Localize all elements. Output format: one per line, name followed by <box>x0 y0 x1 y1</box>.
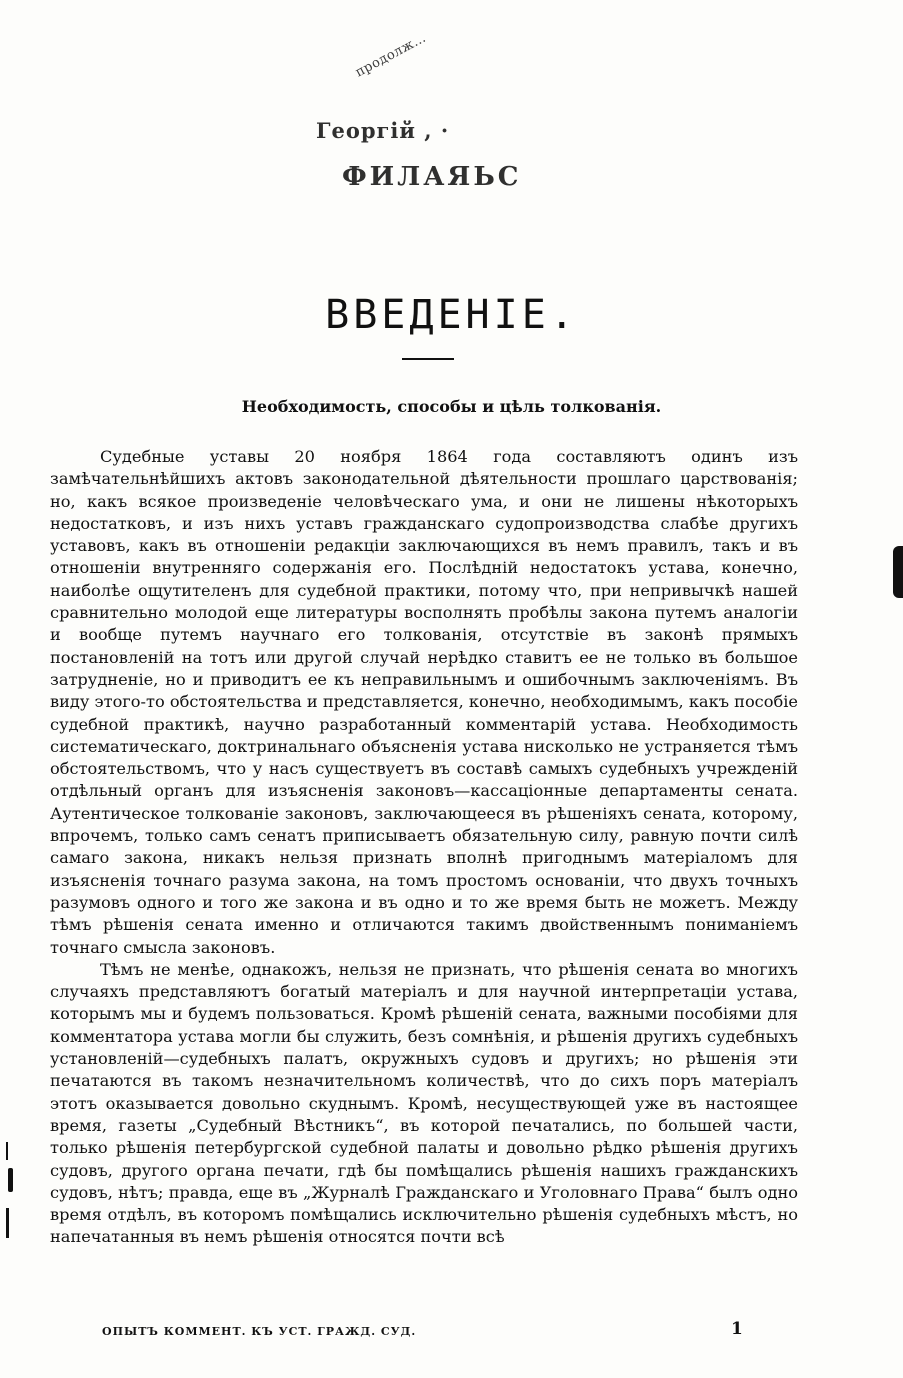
paragraph-1: Судебные уставы 20 ноября 1864 года составляютъ одинъ изъ замѣчательнѣйшихъ актовъ законодательной дѣятельности прошлаго царствованія; но, какъ всякое произведеніе человѣческаго ума, и они не лишены нѣкоторыхъ недостатковъ, и изъ нихъ уставъ гражданскаго судопроизводства слабѣе другихъ уставовъ, какъ въ отношеніи редакціи заключающихся въ немъ правилъ, такъ и въ отношеніи внутренняго содержанія его. Послѣдній недостатокъ устава, конечно, наиболѣе ощутителенъ для судебной практики, потому что, при непривычкѣ нашей сравнительно молодой еще литературы восполнять пробѣлы закона путемъ аналогіи и вообще путемъ научнаго его толкованія, отсутствіе въ законѣ прямыхъ постановленій на тотъ или другой случай нерѣдко ставитъ ее не только въ большое затрудненіе, но и приводитъ ее къ неправильнымъ и ошибочнымъ заключеніямъ. Въ виду этого-то обстоятельства и представляется, конечно, необходимымъ, какъ пособіе судебной практикѣ, научно разработанный комментарій устава. Необходимость систематическаго, доктринальнаго объясненія устава нисколько не устраняется тѣмъ обстоятельствомъ, что у насъ существуетъ въ составѣ самыхъ судебныхъ учрежденій отдѣльный органъ для изъясненія законовъ—кассаціонные департаменты сената. Аутентическое толкованіе законовъ, заключающееся въ рѣшеніяхъ сената, которому, впрочемъ, только самъ сенатъ приписываетъ обязательную силу, равную почти силѣ самаго закона, никакъ нельзя признать вполнѣ пригоднымъ матеріаломъ для изъясненія точнаго разума закона, на томъ простомъ основаніи, что двухъ точныхъ разумовъ одного и того же закона и въ одно и то же время быть не можетъ. Между тѣмъ рѣшенія сената именно и отличаются такимъ двойственнымъ пониманіемъ точнаго смысла законовъ. <box>50 447 798 957</box>
body-text <box>50 446 798 1249</box>
title-divider <box>402 358 454 360</box>
scan-edge-mark-right <box>893 546 903 598</box>
chapter-title: ВВЕДЕНІЕ. <box>325 292 578 338</box>
paragraph-2: Тѣмъ не менѣе, однакожъ, нельзя не признать, что рѣшенія сената во многихъ случаяхъ представляютъ богатый матеріалъ и для научной интерпретаціи устава, которымъ мы и будемъ пользоваться. Кромѣ рѣшеній сената, важными пособіями для комментатора устава могли бы служить, безъ сомнѣнія, и рѣшенія другихъ судебныхъ установленій—судебныхъ палатъ, окружныхъ судовъ и другихъ; но рѣшенія эти печатаются въ такомъ незначительномъ количествѣ, что до сихъ поръ матеріалъ этотъ оказывается довольно скуднымъ. Кромѣ, несуществующей уже въ настоящее время, газеты „Судебный Вѣстникъ“, въ которой печатались, по большей части, только рѣшенія петербургской судебной палаты и довольно рѣдко рѣшенія другихъ судовъ, другого органа печати, гдѣ бы помѣщались рѣшенія нашихъ гражданскихъ судовъ, нѣтъ; правда, еще въ „Журналѣ Гражданскаго и Уголовнаго Права“ былъ одно время отдѣлъ, въ которомъ помѣщались исключительно рѣшенія судебныхъ мѣстъ, но напечатанныя въ немъ рѣшенія относятся почти всѣ <box>50 959 798 1247</box>
stamp-text-top: продолж… <box>353 30 429 81</box>
stamp-text-name: Георгій , · <box>316 118 450 143</box>
section-subtitle: Необходимость, способы и цѣль толкованія. <box>241 397 662 416</box>
signature-mark: 1 <box>731 1319 743 1339</box>
running-footer: ОПЫТЪ КОММЕНТ. КЪ УСТ. ГРАЖД. СУД. <box>102 1325 417 1338</box>
scan-edge-mark-left <box>6 1208 9 1238</box>
scan-edge-mark-left <box>6 1142 8 1160</box>
scan-edge-mark-left <box>8 1168 13 1192</box>
stamp-text-surname: ФИЛАЯЬС <box>342 162 522 192</box>
